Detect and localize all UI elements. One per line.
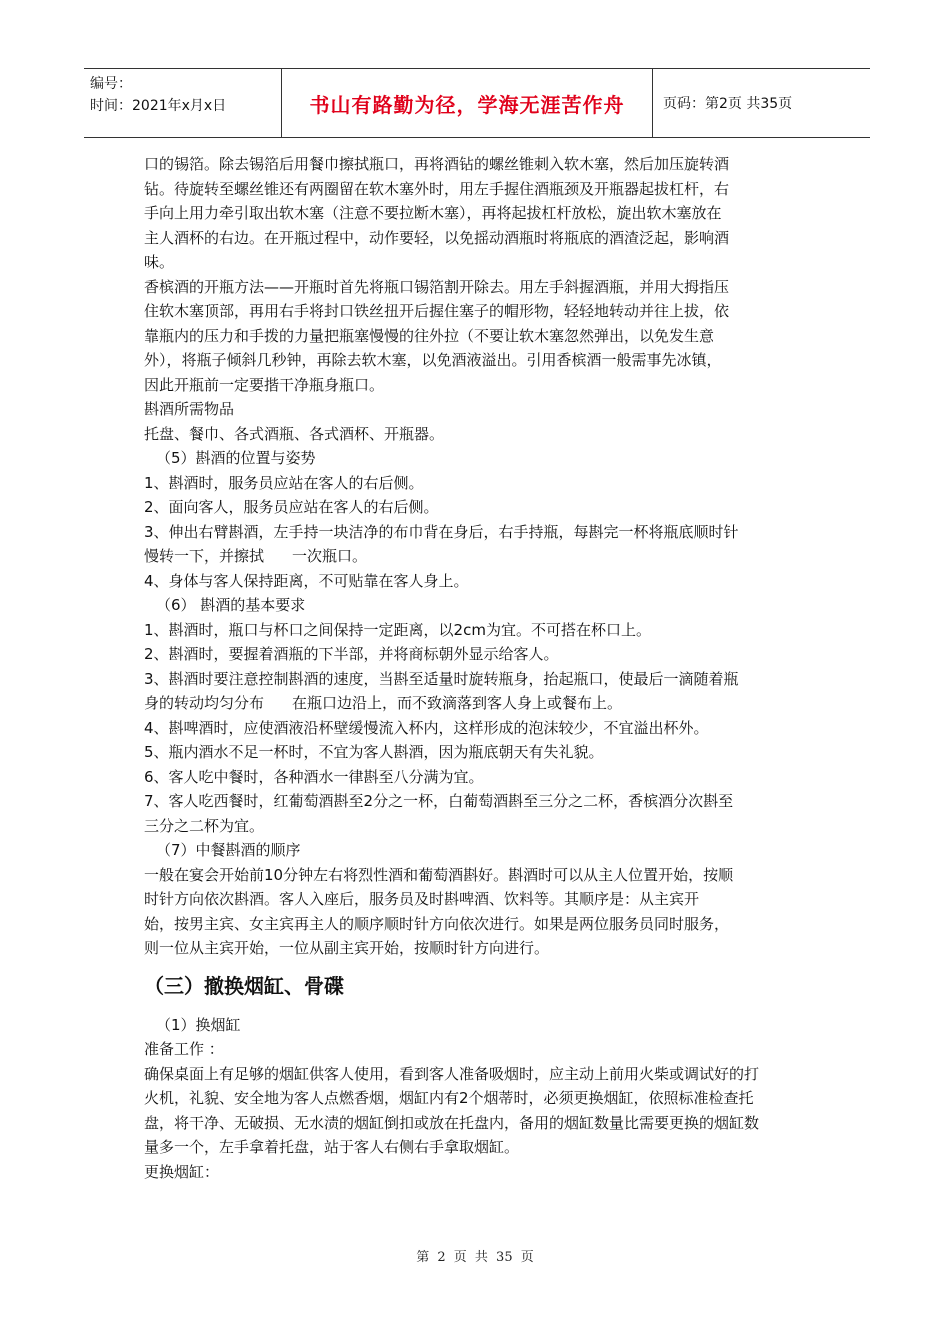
text-fragment: 一次瓶口。 <box>292 547 368 565</box>
text-line: 主人酒杯的右边。在开瓶过程中，动作要轻，以免摇动酒瓶时将瓶底的酒渣泛起，影响酒 <box>144 228 730 247</box>
text-line: 盘，将干净、无破损、无水渍的烟缸倒扣或放在托盘内，备用的烟缸数量比需要更换的烟缸数 <box>144 1113 760 1132</box>
list-item: 2、面向客人，服务员应站在客人的右后侧。 <box>144 498 439 516</box>
list-item: 5、瓶内酒水不足一杯时，不宜为客人斟酒，因为瓶底朝天有失礼貌。 <box>144 743 604 761</box>
subheading-7: （7）中餐斟酒的顺序 <box>156 841 301 859</box>
list-item: 3、斟酒时要注意控制斟酒的速度，当斟至适量时旋转瓶身，抬起瓶口，使最后一滴随着瓶 <box>144 669 739 688</box>
subheading-6: （6） 斟酒的基本要求 <box>156 596 306 614</box>
list-item: 2、斟酒时，要握着酒瓶的下半部，并将商标朝外显示给客人。 <box>144 645 559 663</box>
text-line: 确保桌面上有足够的烟缸供客人使用，看到客人准备吸烟时，应主动上前用火柴或调试好的打 <box>144 1064 760 1083</box>
text-fragment: 在瓶口边沿上，而不致滴落到客人身上或餐布上。 <box>292 694 623 712</box>
list-item: 4、斟啤酒时，应使酒液沿杯壁缓慢流入杯内，这样形成的泡沫较少，不宜溢出杯外。 <box>144 718 709 737</box>
subheading-5: （5）斟酒的位置与姿势 <box>156 449 316 467</box>
text-line: 火机，礼貌、安全地为客人点燃香烟，烟缸内有2个烟蒂时，必须更换烟缸，依照标准检查托 <box>144 1089 754 1107</box>
list-item-continuation <box>144 691 810 716</box>
text-line: 因此开瓶前一定要揩干净瓶身瓶口。 <box>144 375 385 394</box>
list-item: 1、斟酒时，服务员应站在客人的右后侧。 <box>144 473 424 492</box>
text-line: 靠瓶内的压力和手拨的力量把瓶塞慢慢的往外拉（不要让软木塞忽然弹出，以免发生意 <box>144 326 715 345</box>
list-item: 三分之二杯为宜。 <box>144 816 265 835</box>
section-heading: （三）撤换烟缸、骨碟 <box>144 973 344 998</box>
text-line: 则一位从主宾开始，一位从副主宾开始，按顺时针方向进行。 <box>144 939 550 957</box>
page-footer: 第 2 页 共 35 页 <box>416 1250 534 1265</box>
text-line: 时针方向依次斟酒。客人入座后，服务员及时斟啤酒、饮料等。其顺序是：从主宾开 <box>144 890 700 908</box>
subheading-1: （1）换烟缸 <box>156 1015 241 1034</box>
text-line: 外），将瓶子倾斜几秒钟，再除去软木塞，以免酒液溢出。引用香槟酒一般需事先冰镇， <box>144 351 722 369</box>
header-page-info: 页码：第2页 共35页 <box>663 96 793 112</box>
text-line: 香槟酒的开瓶方法——开瓶时首先将瓶口锡箔割开除去。用左手斜握酒瓶，并用大拇指压 <box>144 277 730 296</box>
header-meta <box>84 69 282 137</box>
label-line: 更换烟缸： <box>144 1162 220 1181</box>
text-line: 量多一个，左手拿着托盘，站于客人右侧右手拿取烟缸。 <box>144 1138 520 1156</box>
header-motto: 书山有路勤为径，学海无涯苦作舟 <box>282 69 653 137</box>
text-line: 味。 <box>144 253 175 271</box>
list-item-continuation <box>144 544 810 569</box>
text-fragment: 慢转一下，并擦拭 <box>144 547 265 565</box>
page-header <box>84 68 870 138</box>
text-line: 住软木塞顶部，再用右手将封口铁丝扭开后握住塞子的帽形物，轻轻地转动并往上拔，依 <box>144 302 730 320</box>
code-label: 编号： <box>90 76 132 92</box>
text-line: 始，按男主宾、女主宾再主人的顺序顺时针方向依次进行。如果是两位服务员同时服务， <box>144 914 730 933</box>
text-line: 斟酒所需物品 <box>144 400 235 418</box>
list-item: 1、斟酒时，瓶口与杯口之间保持一定距离，以2cm为宜。不可搭在杯口上。 <box>144 620 651 639</box>
list-item: 4、身体与客人保持距离，不可贴靠在客人身上。 <box>144 571 469 590</box>
list-item: 7、客人吃西餐时，红葡萄酒斟至2分之一杯，白葡萄酒斟至三分之二杯，香槟酒分次斟至 <box>144 792 734 810</box>
date-label: 时间：2021年x月x日 <box>90 98 227 114</box>
text-line: 口的锡箔。除去锡箔后用餐巾擦拭瓶口，再将酒钻的螺丝锥刺入软木塞，然后加压旋转酒 <box>144 155 730 173</box>
text-line: 手向上用力牵引取出软木塞（注意不要拉断木塞），再将起拔杠杆放松，旋出软木塞放在 <box>144 204 722 222</box>
text-fragment: 身的转动均匀分布 <box>144 694 265 712</box>
text-line: 一般在宴会开始前10分钟左右将烈性酒和葡萄酒斟好。斟酒时可以从主人位置开始，按顺 <box>144 865 734 884</box>
list-item: 3、伸出右臂斟酒，左手持一块洁净的布巾背在身后，右手持瓶，每斟完一杯将瓶底顺时针 <box>144 522 739 541</box>
text-line: 托盘、餐巾、各式酒瓶、各式酒杯、开瓶器。 <box>144 424 445 443</box>
text-line: 钻。待旋转至螺丝锥还有两圈留在软木塞外时，用左手握住酒瓶颈及开瓶器起拔杠杆，右 <box>144 179 730 198</box>
document-body <box>144 152 810 1184</box>
list-item: 6、客人吃中餐时，各种酒水一律斟至八分满为宜。 <box>144 767 484 786</box>
label-line: 准备工作 ： <box>144 1040 224 1058</box>
